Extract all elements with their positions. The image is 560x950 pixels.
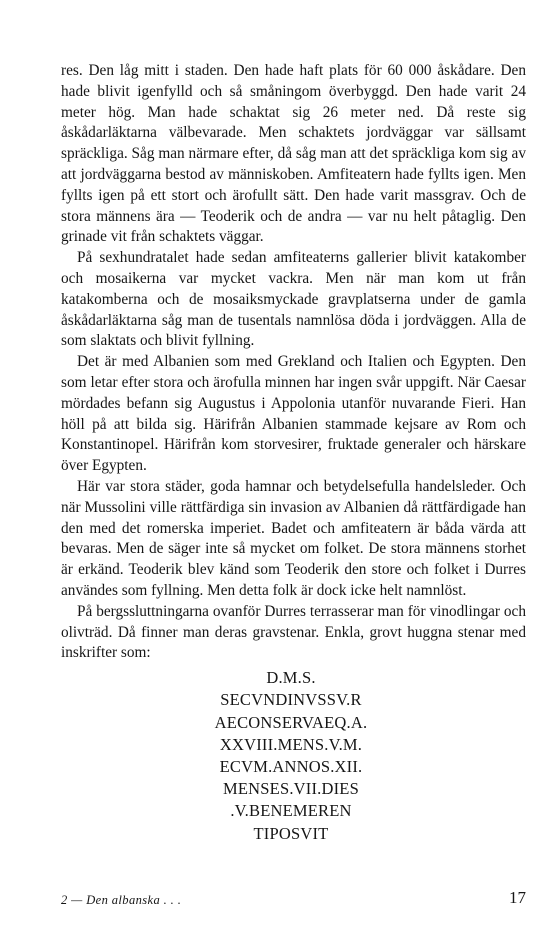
inscription-line: XXVIII.MENS.V.M. [219,734,363,754]
signature-mark: 2 — Den albanska . . . [61,893,182,907]
paragraph-2: På sexhundratalet hade sedan amfiteaterns gallerier blivit katakomber och mosaikerna var mycket vackra. Men när man kom ut från katakomberna och de mosaiksmyckade gravplatserna under de gamla åskådarläktarna såg man de tusentals namnlösa döda i jordväggen. Alla de som slaktats och blivit fyllning. [61,249,526,350]
inscription-line: ECVM.ANNOS.XII. [219,756,363,776]
inscription [61,667,411,845]
page-body [61,61,526,845]
paragraph-1: res. Den låg mitt i staden. Den hade haft plats för 60 000 åskådare. Den hade blivit igenfylld och så småningom överbyggd. Den hade varit 24 meter hög. Man hade schaktat sig 26 meter ned. Då reste sig åskådarläktarna välbevarade. Men schaktets jordväggar var sällsamt spräckliga. Såg man närmare efter, då såg man att det spräckliga kom sig av att jordväggarna bestod av människoben. Amfiteatern hade fyllts igen. Men fyllts igen på ett stort och ärofullt sätt. Den hade varit massgrav. Och de stora männens ära — Teoderik och de andra — var nu helt påtaglig. Den grinade vit från schaktets väggar. [61,62,526,246]
inscription-line: TIPOSVIT [253,823,329,843]
paragraph-4: Här var stora städer, goda hamnar och betydelsefulla handelsleder. Och när Mussolini ville rättfärdiga sin invasion av Albanien då rättfärdigade han den med det romerska imperiet. Badet och amfiteatern är båda värda att bevaras. Men de säger inte så mycket om folket. De stora männens storhet är erkänd. Teoderik blev känd som Teoderik den store och folket i Durres användes som fyllning. Men detta folk är dock icke helt namnlöst. [61,477,526,599]
page-number: 17 [509,888,526,907]
inscription-line: SECVNDINVSSV.R [220,690,362,710]
inscription-line: AECONSERVAEQ.A. [214,712,368,732]
paragraph-3: Det är med Albanien som med Grekland och Italien och Egypten. Den som letar efter stora och ärofulla minnen har ingen svår uppgift. När Caesar mördades befann sig Augustus i Appolonia utanför nuvarande Fieri. Han höll på att bilda sig. Härifrån Albanien stammade kejsare av Rom och Konstantinopel. Härifrån kom storvesirer, fruktade generaler och härskare över Egypten. [61,353,526,475]
inscription-line: .V.BENEMEREN [230,801,352,821]
page-footer [61,888,526,910]
inscription-line: D.M.S. [266,668,316,688]
paragraph-5: På bergssluttningarna ovanför Durres terrasserar man för vinodlingar och olivträd. Då finner man deras gravstenar. Enkla, grovt huggna stenar med inskrifter som: [61,602,526,662]
inscription-line: MENSES.VII.DIES [223,779,359,799]
